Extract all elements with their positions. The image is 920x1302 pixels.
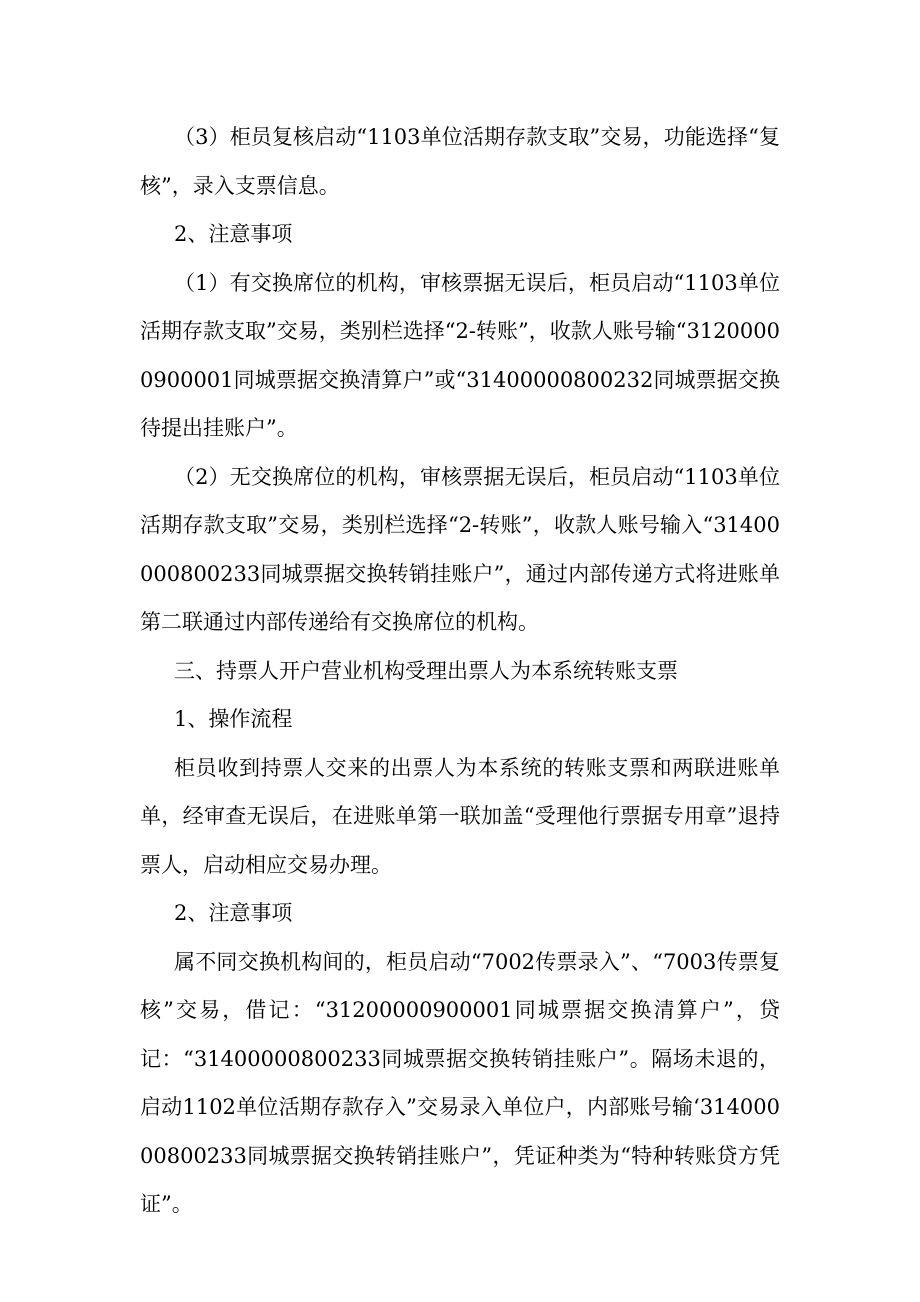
heading-notes-2: 2、注意事项 [174,901,293,925]
paragraph-note-2-without-seat: （2）无交换席位的机构，审核票据无误后，柜员启动“1103单位活期存款支取”交易，类别栏选择“2-转账”，收款人账号输入“31400000800233同城票据交换转销挂账户”，通过内部传递方式将进账单第二联通过内部传递给有交换席位的机构。 [140,464,780,634]
heading-operation-flow: 1、操作流程 [174,707,293,731]
paragraph-operation-flow: 柜员收到持票人交来的出票人为本系统的转账支票和两联进账单单，经审查无误后，在进账单第一联加盖“受理他行票据专用章”退持票人，启动相应交易办理。 [140,755,780,877]
paragraph-note-1-with-seat: （1）有交换席位的机构，审核票据无误后，柜员启动“1103单位活期存款支取”交易，类别栏选择“2-转账”，收款人账号输“31200000900001同城票据交换清算户”或“31400000800232同城票据交换待提出挂账户”。 [140,270,780,440]
paragraph-step-3-review: （3）柜员复核启动“1103单位活期存款支取”交易，功能选择“复核”，录入支票信息。 [140,125,780,198]
document-body [140,113,780,1229]
section-heading-3: 三、持票人开户营业机构受理出票人为本系统转账支票 [174,658,678,683]
heading-notes-1: 2、注意事项 [174,222,293,246]
paragraph-notes-2: 属不同交换机构间的，柜员启动“7002传票录入”、“7003传票复核”交易，借记：“31200000900001同城票据交换清算户”，贷记：“31400000800233同城票据交换转销挂账户”。隔场未退的，启动1102单位活期存款存入”交易录入单位户，内部账号输‘31400000800233同城票据交换转销挂账户”，凭证种类为“特种转账贷方凭证”。 [140,949,780,1216]
